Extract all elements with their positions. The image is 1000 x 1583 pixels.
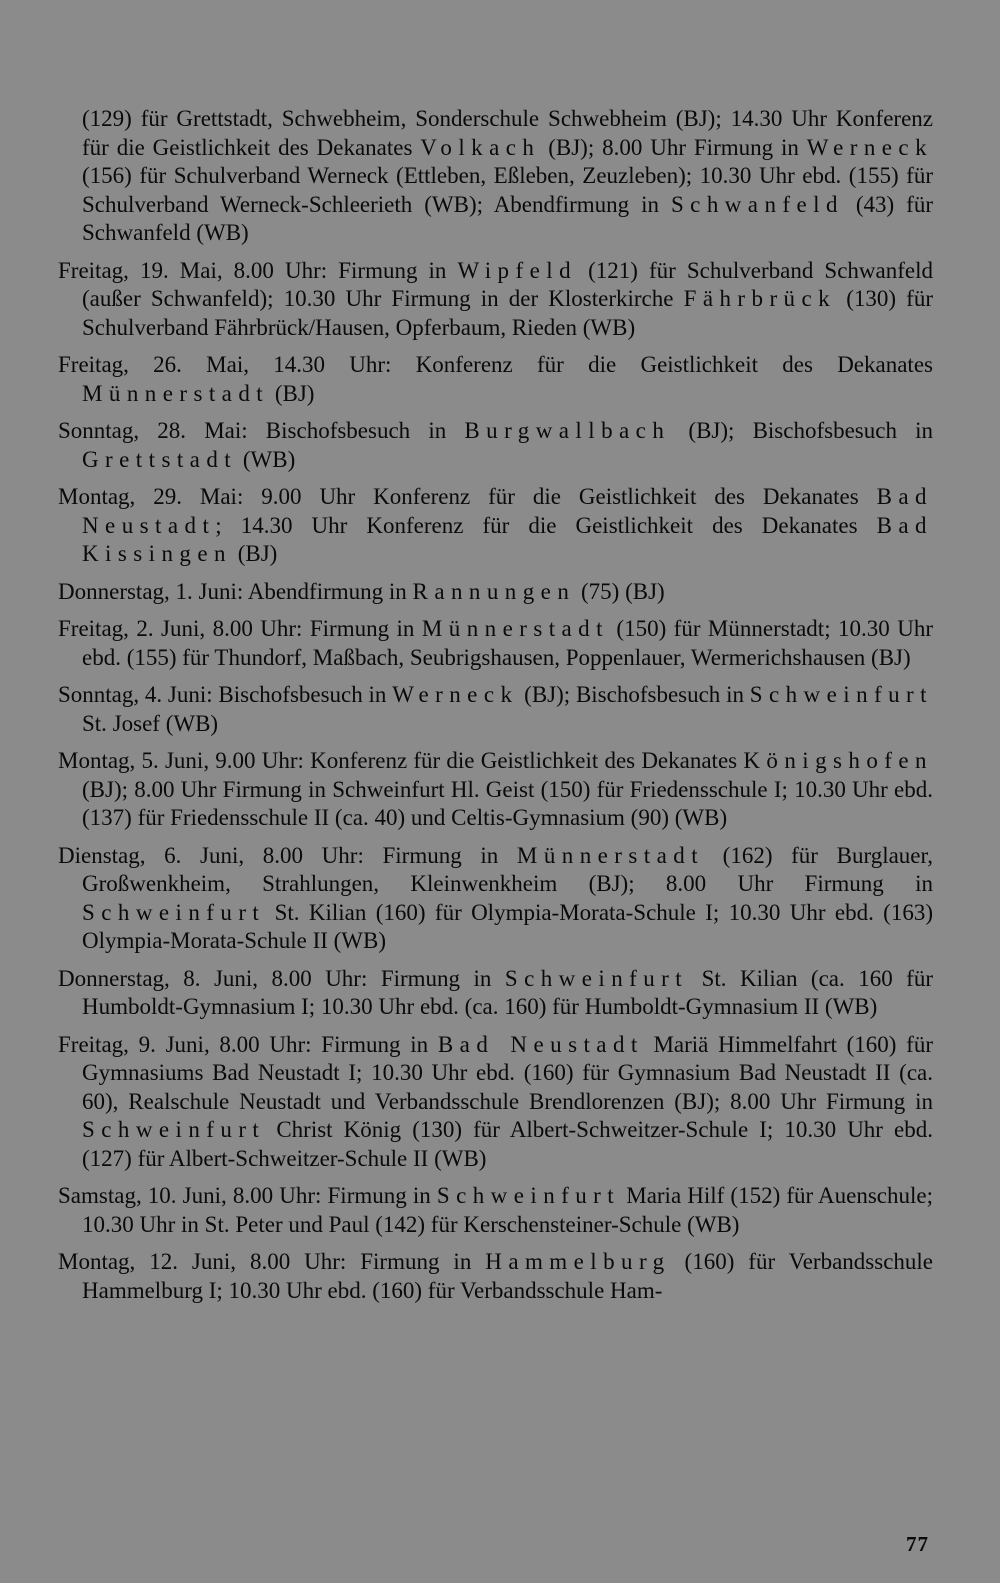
schedule-entry (58, 615, 933, 672)
entry-text: (129) für Grettstadt, Schwebheim, Sonderschule Schwebheim (BJ); 14.30 Uhr Konferenz für die Geistlichkeit des Dekanates (82, 106, 933, 160)
entry-text: Christ König (130) für Albert-Schweitzer-Schule I; 10.30 Uhr ebd. (127) für Albert-Schweitzer-Schule II (WB) (82, 1117, 933, 1171)
place-name: Fährbrück (683, 286, 837, 311)
entry-text: (121) für Schulverband Schwanfeld (außer Schwanfeld); 10.30 Uhr Firmung in der Klosterkirche (82, 257, 933, 311)
schedule-entry (58, 1248, 933, 1305)
entry-text: Sonntag, 28. Mai: Bischofsbesuch in (58, 418, 465, 443)
page-number: 77 (906, 1532, 929, 1556)
place-name: Bad Neustadt (437, 1031, 644, 1057)
place-name: Volkach (420, 134, 541, 160)
schedule-entry (58, 747, 933, 833)
place-name: Rannungen (412, 578, 576, 604)
entry-text: (WB) (237, 446, 296, 472)
entry-text: (BJ); Bischofsbesuch in (518, 682, 750, 707)
schedule-entry (58, 257, 933, 343)
entry-text: Montag, 5. Juni, 9.00 Uhr: Konferenz für die Geistlichkeit des Dekanates (58, 748, 744, 773)
entry-text: Sonntag, 4. Juni: Bischofsbesuch in (58, 682, 393, 707)
entry-text: (BJ); 8.00 Uhr Firmung in (540, 134, 807, 160)
place-name: Münnerstadt (421, 616, 609, 641)
place-name: Burgwallbach (464, 418, 671, 443)
entry-text: Freitag, 9. Juni, 8.00 Uhr: Firmung in (58, 1031, 438, 1057)
entry-text: St. Kilian (160) für Olympia-Morata-Schule I; 10.30 Uhr ebd. (163) Olympia-Morata-Schule II (WB) (82, 899, 933, 953)
place-name: Grettstadt (82, 446, 238, 472)
entry-text: Freitag, 26. Mai, 14.30 Uhr: Konferenz für die Geistlichkeit des Dekanates (58, 352, 933, 377)
entry-text: Donnerstag, 1. Juni: Abendfirmung in (58, 578, 413, 604)
place-name: Schweinfurt (504, 965, 689, 991)
place-name: Schweinfurt (82, 1117, 266, 1142)
schedule-entry (58, 842, 933, 956)
place-name: Schweinfurt (82, 899, 266, 925)
place-name: Werneck (806, 134, 934, 160)
entry-text: Donnerstag, 8. Juni, 8.00 Uhr: Firmung in (58, 965, 505, 991)
schedule-entry (58, 681, 933, 738)
place-name: Bad Kissingen (82, 512, 933, 566)
entry-text: Dienstag, 6. Juni, 8.00 Uhr: Firmung in (58, 842, 517, 868)
entry-text: Freitag, 19. Mai, 8.00 Uhr: Firmung in (58, 257, 458, 283)
document-body (58, 105, 933, 1314)
schedule-entry (58, 1182, 933, 1239)
place-name: Schweinfurt (749, 682, 933, 707)
entry-text: (BJ) (231, 541, 278, 566)
continued-entry (58, 105, 933, 248)
entry-text: St. Kilian (ca. 160 für Humboldt-Gymnasium I; 10.30 Uhr ebd. (ca. 160) für Humboldt-Gymnasium II (WB) (82, 965, 933, 1019)
entry-text: Montag, 12. Juni, 8.00 Uhr: Firmung in (58, 1249, 486, 1274)
entry-text: (BJ); Bischofsbesuch in (670, 418, 933, 443)
entry-text: (150) für Münnerstadt; 10.30 Uhr ebd. (155) für Thundorf, Maßbach, Seubrigshausen, Poppenlauer, Wermerichshausen (BJ) (82, 616, 933, 670)
schedule-entry (58, 351, 933, 408)
place-name: Münnerstadt (516, 842, 705, 868)
place-name: Schweinfurt (436, 1183, 621, 1208)
schedule-entry (58, 578, 933, 607)
entry-text: Mariä Himmelfahrt (160) für Gymnasiums Bad Neustadt I; 10.30 Uhr ebd. (160) für Gymnasium Bad Neustadt II (ca. 60), Realschule Neustadt und Verbandsschule Brendlorenzen (BJ); 8.00 Uhr Firmung in (82, 1031, 933, 1114)
entry-text: (BJ) (269, 380, 315, 406)
entry-text: Samstag, 10. Juni, 8.00 Uhr: Firmung in (58, 1183, 437, 1208)
entry-text: Freitag, 2. Juni, 8.00 Uhr: Firmung in (58, 616, 422, 641)
place-name: Schwanfeld (670, 191, 844, 217)
place-name: Werneck (392, 682, 519, 707)
place-name: Bad Neustadt (82, 484, 933, 538)
schedule-entry (58, 965, 933, 1022)
entry-text: (BJ); 8.00 Uhr Firmung in Schweinfurt Hl. Geist (150) für Friedensschule I; 10.30 Uhr ebd. (137) für Friedensschule II (ca. 40) und Celtis-Gymnasium (90) (WB) (82, 776, 933, 830)
schedule-entry (58, 417, 933, 474)
place-name: Königshofen (743, 748, 933, 773)
entry-text: (75) (BJ) (575, 578, 665, 604)
entry-text: ; 14.30 Uhr Konferenz für die Geistlichkeit des Dekanates (215, 512, 877, 538)
place-name: Münnerstadt (82, 380, 270, 406)
place-name: Hammelburg (485, 1249, 671, 1274)
entry-text: (160) für Verbandsschule Hammelburg I; 10.30 Uhr ebd. (160) für Verbandsschule Ham- (82, 1249, 933, 1303)
place-name: Wipfeld (457, 257, 578, 283)
entry-text: (130) für Schulverband Fährbrück/Hausen, Opferbaum, Rieden (WB) (82, 286, 933, 340)
entry-text: Montag, 29. Mai: 9.00 Uhr Konferenz für die Geistlichkeit des Dekanates (58, 484, 877, 509)
entry-text: (156) für Schulverband Werneck (Ettleben, Eßleben, Zeuzleben); 10.30 Uhr ebd. (155) für Schulverband Werneck-Schleerieth (WB); Abendfirmung in (82, 163, 933, 217)
entry-text: (43) für Schwanfeld (WB) (82, 191, 933, 245)
entry-text: (162) für Burglauer, Großwenkheim, Strahlungen, Kleinwenkheim (BJ); 8.00 Uhr Firmung in (82, 842, 933, 896)
entry-text: Maria Hilf (152) für Auenschule; 10.30 Uhr in St. Peter und Paul (142) für Kerschensteiner-Schule (WB) (82, 1183, 933, 1237)
schedule-entry (58, 483, 933, 569)
entry-text: St. Josef (WB) (82, 710, 219, 736)
schedule-entry (58, 1031, 933, 1174)
